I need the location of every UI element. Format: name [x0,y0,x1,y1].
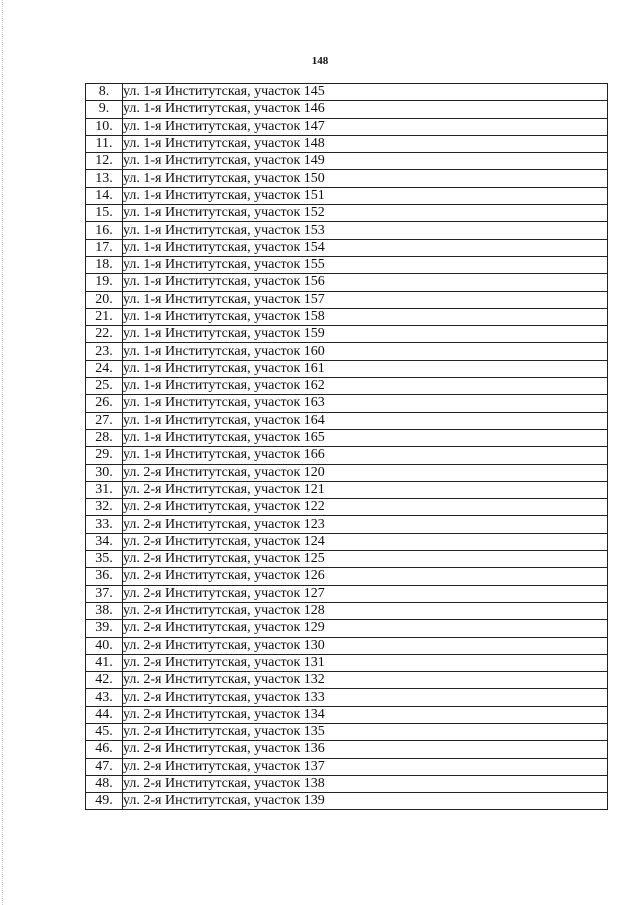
row-number: 18. [86,256,123,273]
table-row [86,395,608,412]
row-address: ул. 1-я Институтская, участок 149 [123,153,608,170]
table-row [86,758,608,775]
row-address: ул. 1-я Институтская, участок 147 [123,118,608,135]
table-row [86,256,608,273]
table-row [86,723,608,740]
table-row [86,153,608,170]
row-address: ул. 1-я Институтская, участок 156 [123,274,608,291]
table-row [86,291,608,308]
table-row [86,187,608,204]
row-address: ул. 2-я Институтская, участок 125 [123,551,608,568]
row-address: ул. 2-я Институтская, участок 122 [123,499,608,516]
row-number: 44. [86,706,123,723]
table-row [86,499,608,516]
table-row [86,689,608,706]
row-number: 15. [86,205,123,222]
row-number: 23. [86,343,123,360]
row-number: 33. [86,516,123,533]
row-number: 49. [86,793,123,810]
row-number: 43. [86,689,123,706]
table-row [86,326,608,343]
row-number: 13. [86,170,123,187]
table-row [86,793,608,810]
scan-edge-marks [2,0,4,905]
table-row [86,118,608,135]
address-table [85,83,608,810]
table-row [86,308,608,325]
row-address: ул. 1-я Институтская, участок 151 [123,187,608,204]
row-address: ул. 2-я Институтская, участок 127 [123,585,608,602]
row-number: 17. [86,239,123,256]
table-row [86,568,608,585]
row-address: ул. 1-я Институтская, участок 163 [123,395,608,412]
row-address: ул. 1-я Институтская, участок 166 [123,447,608,464]
row-address: ул. 1-я Институтская, участок 162 [123,378,608,395]
row-address: ул. 2-я Институтская, участок 133 [123,689,608,706]
row-address: ул. 1-я Институтская, участок 159 [123,326,608,343]
row-number: 9. [86,101,123,118]
row-number: 30. [86,464,123,481]
row-number: 16. [86,222,123,239]
table-row [86,654,608,671]
table-row [86,412,608,429]
row-address: ул. 2-я Институтская, участок 136 [123,741,608,758]
table-row [86,533,608,550]
row-address: ул. 2-я Институтская, участок 135 [123,723,608,740]
row-address: ул. 1-я Институтская, участок 160 [123,343,608,360]
row-number: 38. [86,602,123,619]
row-address: ул. 1-я Институтская, участок 158 [123,308,608,325]
row-number: 12. [86,153,123,170]
table-row [86,360,608,377]
row-address: ул. 1-я Институтская, участок 145 [123,84,608,101]
row-number: 48. [86,775,123,792]
table-row [86,84,608,101]
row-number: 10. [86,118,123,135]
row-number: 27. [86,412,123,429]
row-address: ул. 2-я Институтская, участок 120 [123,464,608,481]
row-number: 34. [86,533,123,550]
address-table-body [86,84,608,810]
table-row [86,741,608,758]
row-number: 19. [86,274,123,291]
row-number: 41. [86,654,123,671]
row-address: ул. 1-я Институтская, участок 165 [123,429,608,446]
row-address: ул. 1-я Институтская, участок 161 [123,360,608,377]
table-row [86,101,608,118]
row-number: 45. [86,723,123,740]
row-address: ул. 2-я Институтская, участок 132 [123,672,608,689]
table-row [86,274,608,291]
row-address: ул. 2-я Институтская, участок 124 [123,533,608,550]
row-number: 24. [86,360,123,377]
table-row [86,672,608,689]
table-row [86,775,608,792]
row-address: ул. 2-я Институтская, участок 129 [123,620,608,637]
table-row [86,222,608,239]
table-row [86,205,608,222]
row-number: 29. [86,447,123,464]
row-number: 42. [86,672,123,689]
row-number: 20. [86,291,123,308]
row-address: ул. 1-я Институтская, участок 153 [123,222,608,239]
row-number: 31. [86,481,123,498]
table-row [86,378,608,395]
table-row [86,551,608,568]
table-row [86,464,608,481]
row-address: ул. 2-я Институтская, участок 128 [123,602,608,619]
row-address: ул. 1-я Институтская, участок 146 [123,101,608,118]
table-row [86,516,608,533]
row-number: 35. [86,551,123,568]
row-address: ул. 2-я Институтская, участок 121 [123,481,608,498]
row-address: ул. 1-я Институтская, участок 148 [123,135,608,152]
table-row [86,620,608,637]
row-number: 14. [86,187,123,204]
table-row [86,602,608,619]
row-number: 46. [86,741,123,758]
table-row [86,706,608,723]
row-number: 28. [86,429,123,446]
row-number: 40. [86,637,123,654]
table-row [86,429,608,446]
row-address: ул. 1-я Институтская, участок 155 [123,256,608,273]
row-address: ул. 2-я Институтская, участок 138 [123,775,608,792]
row-number: 39. [86,620,123,637]
row-address: ул. 2-я Институтская, участок 137 [123,758,608,775]
row-address: ул. 1-я Институтская, участок 152 [123,205,608,222]
row-number: 8. [86,84,123,101]
row-address: ул. 2-я Институтская, участок 123 [123,516,608,533]
row-address: ул. 2-я Институтская, участок 134 [123,706,608,723]
table-row [86,170,608,187]
row-number: 32. [86,499,123,516]
row-address: ул. 2-я Институтская, участок 139 [123,793,608,810]
row-address: ул. 2-я Институтская, участок 131 [123,654,608,671]
page-number: 148 [311,55,329,67]
table-row [86,637,608,654]
row-address: ул. 2-я Институтская, участок 126 [123,568,608,585]
row-address: ул. 2-я Институтская, участок 130 [123,637,608,654]
table-row [86,447,608,464]
row-address: ул. 1-я Институтская, участок 164 [123,412,608,429]
row-address: ул. 1-я Институтская, участок 154 [123,239,608,256]
table-row [86,135,608,152]
row-number: 47. [86,758,123,775]
row-number: 22. [86,326,123,343]
row-number: 36. [86,568,123,585]
row-number: 26. [86,395,123,412]
row-address: ул. 1-я Институтская, участок 157 [123,291,608,308]
table-row [86,239,608,256]
row-number: 37. [86,585,123,602]
table-row [86,343,608,360]
row-number: 11. [86,135,123,152]
row-number: 25. [86,378,123,395]
row-address: ул. 1-я Институтская, участок 150 [123,170,608,187]
table-row [86,585,608,602]
row-number: 21. [86,308,123,325]
table-row [86,481,608,498]
